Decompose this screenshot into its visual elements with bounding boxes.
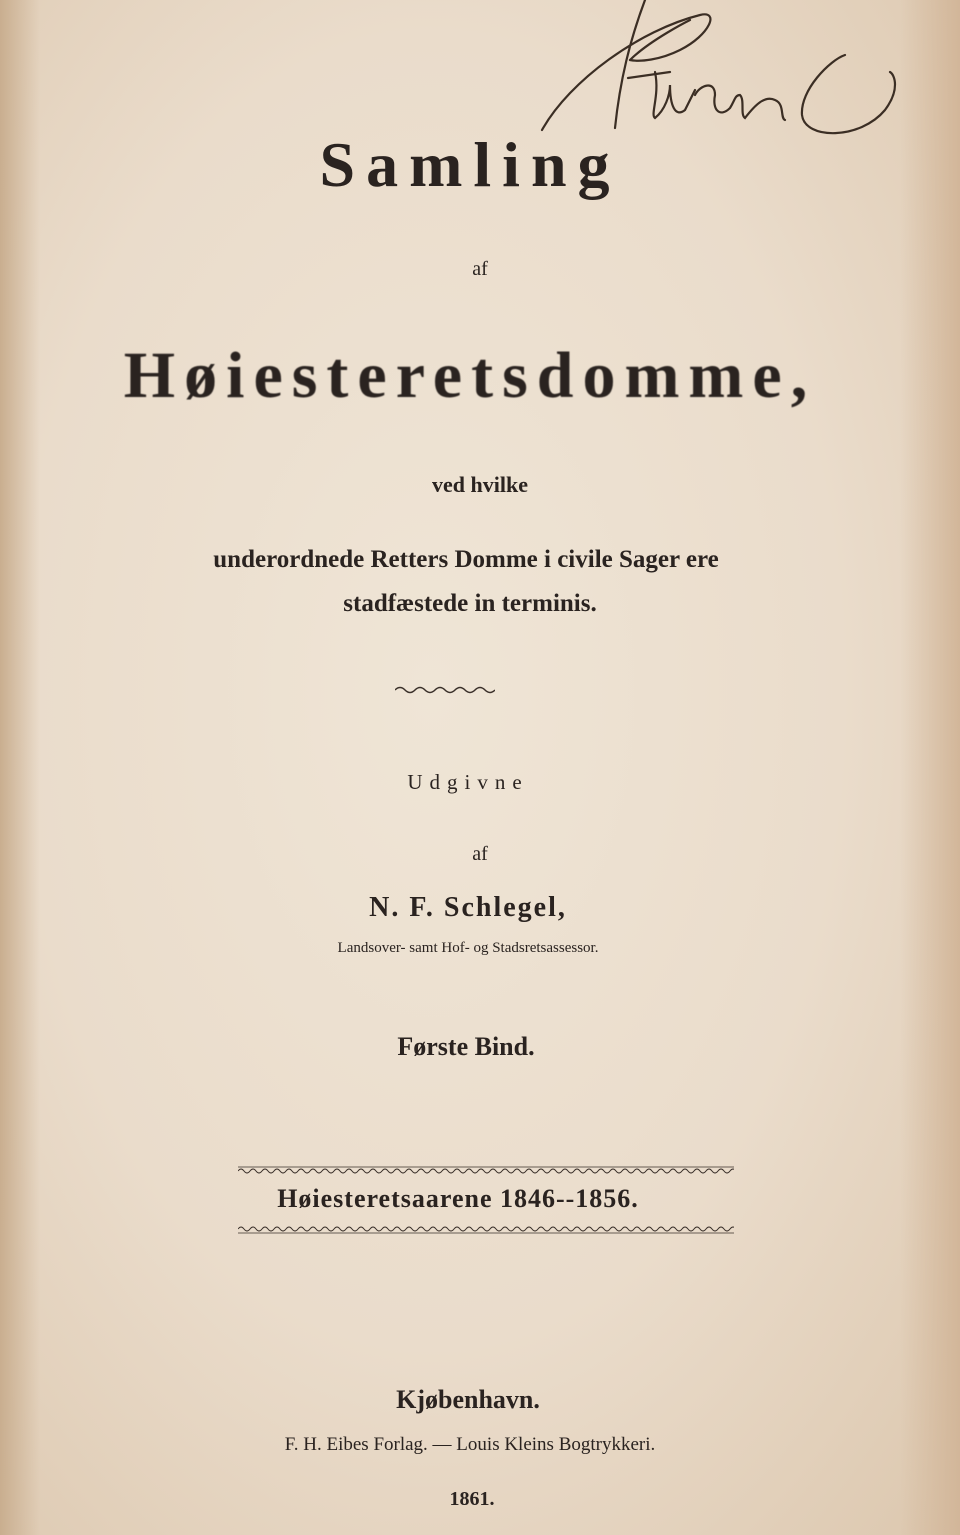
author-role: Landsover- samt Hof- og Stadsretsassessor.: [337, 940, 599, 956]
main-title: Høiesteretsdomme,: [123, 339, 817, 412]
volume-label: Første Bind.: [397, 1032, 535, 1061]
title: Samling: [319, 129, 621, 200]
published-label: Udgivne: [407, 770, 529, 794]
publisher-line: F. H. Eibes Forlag. — Louis Kleins Bogtrykkeri.: [284, 1434, 656, 1455]
city: Kjøbenhavn.: [396, 1385, 540, 1414]
author-name: N. F. Schlegel,: [369, 892, 567, 923]
page-edge-right: [900, 0, 960, 1535]
subtitle-line-2: underordnede Retters Domme i civile Sager ere: [213, 546, 719, 573]
subtitle-line-1: ved hvilke: [432, 472, 528, 497]
subtitle-line-3: stadfæstede in terminis.: [343, 590, 597, 617]
wavy-rule-top: [238, 1165, 734, 1175]
page-edge-left: [0, 0, 40, 1535]
af-text-2: af: [472, 843, 488, 865]
publication-year: 1861.: [449, 1488, 495, 1510]
court-years: Høiesteretsaarene 1846--1856.: [277, 1184, 639, 1213]
wavy-divider: [395, 684, 495, 696]
wavy-rule-bottom: [238, 1225, 734, 1235]
af-text: af: [472, 258, 488, 280]
